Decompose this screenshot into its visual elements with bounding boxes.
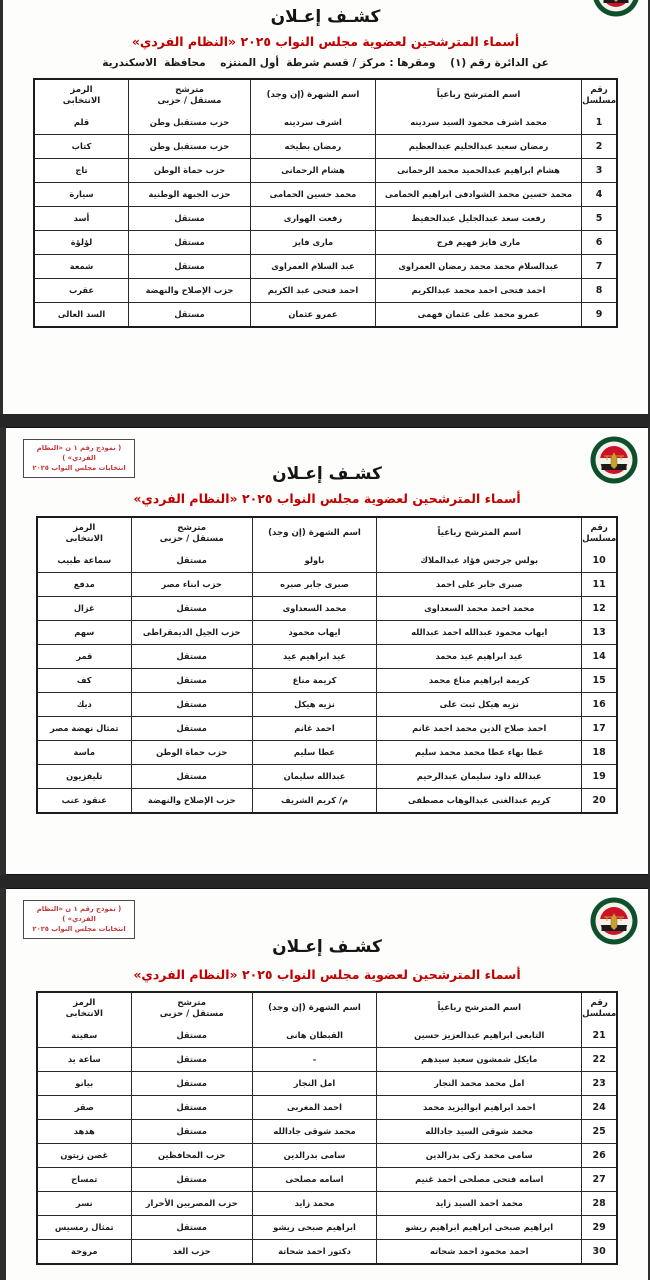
- cell-name: عمرو محمد على عثمان فهمى: [375, 303, 581, 326]
- col-header-nickname: اسم الشهرة (إن وجد): [252, 993, 376, 1024]
- cell-symbol: تليفزيون: [66, 771, 103, 782]
- cell-name: محمد اشرف محمود السيد سردينه: [375, 111, 581, 134]
- cell-party: مستقل: [131, 645, 252, 668]
- cell-nickname: محمد حسين الحمامى: [250, 183, 375, 206]
- cell-party: حزب حماة الوطن: [128, 159, 250, 182]
- table-row: [38, 1191, 616, 1215]
- cell-serial: 23: [581, 1072, 616, 1095]
- cell-symbol: تمساح: [71, 1174, 98, 1185]
- table-header-row: [35, 80, 616, 111]
- cell-nickname: صبرى جابر صبره: [252, 573, 376, 596]
- table-row: [38, 716, 616, 740]
- col-header-name: اسم المترشح رباعياً: [375, 80, 581, 111]
- cell-party: مستقل: [131, 1072, 252, 1095]
- col-header-symbol: الرمز الانتخابى: [62, 84, 101, 106]
- announcement-page-2: [6, 427, 648, 875]
- cell-name: التابعى ابراهيم عبدالعزيز حسين: [376, 1024, 581, 1047]
- cell-symbol: ماسة: [73, 747, 95, 758]
- cell-party: مستقل: [131, 549, 252, 572]
- cell-symbol: السد العالى: [57, 309, 106, 320]
- cell-symbol: مروحة: [71, 1246, 98, 1257]
- table-row: [38, 764, 616, 788]
- cell-name: عبدالسلام محمد محمد رمضان العمراوى: [375, 255, 581, 278]
- cell-party: حزب المحافظين: [131, 1144, 252, 1167]
- cell-nickname: باولو: [252, 549, 376, 572]
- cell-name: مايكل شمشون سعيد سيدهم: [376, 1048, 581, 1071]
- cell-symbol: بيانو: [75, 1078, 94, 1089]
- cell-party: مستقل: [128, 207, 250, 230]
- cell-serial: 20: [581, 789, 616, 812]
- page-title: كشـف إعـلان: [272, 937, 382, 957]
- cell-nickname: اشرف سردينه: [250, 111, 375, 134]
- cell-party: مستقل: [131, 765, 252, 788]
- col-header-party: مترشح مستقل / حزبى: [128, 80, 250, 111]
- table-row: [38, 1024, 616, 1047]
- cell-nickname: احمد فتحى عبد الكريم: [250, 279, 375, 302]
- cell-symbol: سفينة: [71, 1030, 98, 1041]
- cell-name: رفعت سعد عبدالجليل عبدالحفيظ: [375, 207, 581, 230]
- cell-nickname: عطا سليم: [252, 741, 376, 764]
- cell-serial: 1: [581, 111, 616, 134]
- announcement-page-3: [6, 888, 648, 1280]
- col-header-name: اسم المترشح رباعياً: [376, 993, 581, 1024]
- candidates-table: [33, 78, 618, 328]
- cell-name: عيد ابراهيم عيد محمد: [376, 645, 581, 668]
- page-title: كشـف إعـلان: [270, 7, 381, 27]
- cell-name: سامى محمد زكى بدرالدين: [376, 1144, 581, 1167]
- cell-name: ابراهيم صبحى ابراهيم ابراهيم ريشو: [376, 1216, 581, 1239]
- cell-nickname: احمد غانم: [252, 717, 376, 740]
- cell-nickname: رمضان بطيخه: [250, 135, 375, 158]
- cell-nickname: محمد شوقى جادالله: [252, 1120, 376, 1143]
- cell-party: مستقل: [131, 1216, 252, 1239]
- cell-nickname: رفعت الهوارى: [250, 207, 375, 230]
- col-header-nickname: اسم الشهرة (إن وجد): [252, 518, 376, 549]
- col-header-name: اسم المترشح رباعياً: [376, 518, 581, 549]
- cell-serial: 18: [581, 741, 616, 764]
- cell-symbol: تاج: [75, 165, 88, 176]
- col-header-nickname: اسم الشهرة (إن وجد): [250, 80, 375, 111]
- table-row: [38, 1239, 616, 1263]
- cell-name: عبدالله داود سليمان عبدالرحيم: [376, 765, 581, 788]
- cell-serial: 19: [581, 765, 616, 788]
- cell-nickname: دكتور احمد شحاتة: [252, 1240, 376, 1263]
- cell-nickname: عبدالله سليمان: [252, 765, 376, 788]
- cell-symbol: تمثال نهضة مصر: [50, 723, 119, 734]
- cell-serial: 5: [581, 207, 616, 230]
- cell-name: رمضان سعيد عبدالحليم عبدالعظيم: [375, 135, 581, 158]
- cell-nickname: كريمة مناع: [252, 669, 376, 692]
- cell-nickname: ايهاب محمود: [252, 621, 376, 644]
- cell-nickname: مارى فايز: [250, 231, 375, 254]
- col-header-symbol: الرمز الانتخابى: [65, 522, 103, 544]
- national-election-authority-emblem-icon: [590, 436, 638, 484]
- cell-serial: 30: [581, 1240, 616, 1263]
- cell-serial: 24: [581, 1096, 616, 1119]
- page-separator: [0, 414, 650, 427]
- cell-party: حزب مستقبل وطن: [128, 135, 250, 158]
- cell-serial: 15: [581, 669, 616, 692]
- cell-symbol: عنقود عنب: [61, 795, 107, 806]
- cell-serial: 16: [581, 693, 616, 716]
- cell-symbol: سيارة: [69, 189, 94, 200]
- cell-party: حزب الغد: [131, 1240, 252, 1263]
- table-row: [38, 740, 616, 764]
- cell-nickname: عبد السلام العمراوى: [250, 255, 375, 278]
- table-row: [38, 1047, 616, 1071]
- cell-name: مارى فايز فهيم فرج: [375, 231, 581, 254]
- table-row: [35, 111, 616, 134]
- form-number-line: ( نموذج رقم ١ ن «النظام الفردي» ): [36, 905, 122, 924]
- cell-party: مستقل: [131, 1120, 252, 1143]
- cell-serial: 22: [581, 1048, 616, 1071]
- cell-name: احمد صلاح الدين محمد احمد غانم: [376, 717, 581, 740]
- cell-symbol: نسر: [75, 1198, 93, 1209]
- cell-name: احمد ابراهيم ابواليزيد محمد: [376, 1096, 581, 1119]
- table-row: [38, 549, 616, 572]
- cell-party: مستقل: [131, 717, 252, 740]
- cell-party: حزب مستقبل وطن: [128, 111, 250, 134]
- cell-party: حزب الجيل الديمقراطى: [131, 621, 252, 644]
- table-row: [38, 1119, 616, 1143]
- cell-party: مستقل: [131, 669, 252, 692]
- cell-name: امل محمد محمد النجار: [376, 1072, 581, 1095]
- form-number-box: [23, 439, 135, 478]
- cell-party: حزب حماة الوطن: [131, 741, 252, 764]
- cell-name: نزيه هيكل ثبت على: [376, 693, 581, 716]
- cell-nickname: القبطان هانى: [252, 1024, 376, 1047]
- table-row: [38, 1095, 616, 1119]
- cell-name: صبرى جابر على احمد: [376, 573, 581, 596]
- cell-name: محمد حسين محمد الشوادفى ابراهيم الحمامى: [375, 183, 581, 206]
- table-row: [38, 788, 616, 812]
- col-header-symbol: الرمز الانتخابى: [65, 997, 103, 1019]
- cell-serial: 13: [581, 621, 616, 644]
- cell-party: حزب الجبهة الوطنية: [128, 183, 250, 206]
- table-row: [38, 668, 616, 692]
- cell-serial: 21: [581, 1024, 616, 1047]
- election-name-line: انتخابات مجلس النواب ٢٠٢٥: [32, 925, 126, 934]
- cell-party: حزب الإصلاح والنهضة: [131, 789, 252, 812]
- cell-symbol: مدفع: [73, 579, 95, 590]
- table-row: [38, 1215, 616, 1239]
- table-row: [35, 182, 616, 206]
- cell-name: احمد فتحى احمد محمد عبدالكريم: [375, 279, 581, 302]
- cell-nickname: محمد زايد: [252, 1192, 376, 1215]
- cell-nickname: عمرو عثمان: [250, 303, 375, 326]
- cell-serial: 6: [581, 231, 616, 254]
- cell-nickname: هشام الرحمانى: [250, 159, 375, 182]
- page-subtitle: أسماء المترشحين لعضوية مجلس النواب ٢٠٢٥ «النظام الفردي»: [133, 491, 521, 506]
- cell-symbol: قمر: [76, 651, 93, 662]
- cell-name: هشام ابراهيم عبدالحميد محمد الرحمانى: [375, 159, 581, 182]
- cell-symbol: لؤلؤة: [70, 237, 93, 248]
- district-line: عن الدائرة رقم (١) ومقرها : مركز / قسم شرطة أول المنتزه محافظة الاسكندرية: [102, 57, 549, 69]
- cell-symbol: عقرب: [68, 285, 95, 296]
- cell-name: بولس جرجس فؤاد عبدالملاك: [376, 549, 581, 572]
- cell-serial: 25: [581, 1120, 616, 1143]
- cell-symbol: أسد: [73, 213, 90, 224]
- cell-serial: 4: [581, 183, 616, 206]
- table-row: [38, 1071, 616, 1095]
- table-row: [35, 158, 616, 182]
- cell-nickname: عيد ابراهيم عيد: [252, 645, 376, 668]
- col-header-serial: رقم مسلسل: [581, 80, 616, 111]
- national-election-authority-emblem-icon: [590, 897, 638, 945]
- table-row: [38, 596, 616, 620]
- cell-symbol: ديك: [76, 699, 92, 710]
- cell-party: حزب الإصلاح والنهضة: [128, 279, 250, 302]
- cell-serial: 29: [581, 1216, 616, 1239]
- form-number-box: [23, 900, 135, 939]
- table-row: [35, 134, 616, 158]
- cell-nickname: امل النجار: [252, 1072, 376, 1095]
- cell-symbol: غزال: [73, 603, 95, 614]
- announcement-page-1: [3, 0, 648, 414]
- table-row: [35, 302, 616, 326]
- col-header-party: مترشح مستقل / حزبى: [131, 993, 252, 1024]
- cell-name: اسامه فتحى مصلحى احمد غنيم: [376, 1168, 581, 1191]
- cell-serial: 26: [581, 1144, 616, 1167]
- table-row: [38, 1167, 616, 1191]
- cell-symbol: صقر: [74, 1102, 94, 1113]
- cell-serial: 14: [581, 645, 616, 668]
- cell-serial: 3: [581, 159, 616, 182]
- col-header-serial: رقم مسلسل: [581, 518, 616, 549]
- cell-symbol: تمثال رمسيس: [54, 1222, 114, 1233]
- table-row: [35, 230, 616, 254]
- cell-party: مستقل: [128, 231, 250, 254]
- form-number-line: ( نموذج رقم ١ ن «النظام الفردي» ): [36, 444, 122, 463]
- cell-party: حزب ابناء مصر: [131, 573, 252, 596]
- cell-party: مستقل: [131, 693, 252, 716]
- cell-nickname: اسامه مصلحى: [252, 1168, 376, 1191]
- cell-party: مستقل: [131, 1024, 252, 1047]
- cell-symbol: هدهد: [73, 1126, 95, 1137]
- cell-name: محمد شوقى السيد جادالله: [376, 1120, 581, 1143]
- cell-serial: 9: [581, 303, 616, 326]
- page-subtitle: أسماء المترشحين لعضوية مجلس النواب ٢٠٢٥ «النظام الفردي»: [133, 967, 521, 982]
- cell-symbol: شمعة: [69, 261, 94, 272]
- cell-party: مستقل: [131, 1048, 252, 1071]
- cell-party: مستقل: [131, 1096, 252, 1119]
- cell-serial: 2: [581, 135, 616, 158]
- cell-name: احمد محمود احمد شحاته: [376, 1240, 581, 1263]
- table-row: [38, 1143, 616, 1167]
- national-election-authority-emblem-icon: [592, 0, 640, 17]
- candidates-table: [36, 991, 618, 1265]
- page-separator: [0, 875, 650, 888]
- cell-nickname: محمد السعداوى: [252, 597, 376, 620]
- table-row: [38, 692, 616, 716]
- cell-serial: 7: [581, 255, 616, 278]
- cell-name: ايهاب محمود عبدالله احمد عبدالله: [376, 621, 581, 644]
- cell-serial: 17: [581, 717, 616, 740]
- election-name-line: انتخابات مجلس النواب ٢٠٢٥: [32, 464, 126, 473]
- cell-symbol: ساعة يد: [67, 1054, 101, 1065]
- cell-serial: 28: [581, 1192, 616, 1215]
- cell-nickname: نزيه هيكل: [252, 693, 376, 716]
- cell-symbol: سماعة طبيب: [57, 555, 112, 566]
- cell-serial: 10: [581, 549, 616, 572]
- table-row: [35, 278, 616, 302]
- cell-name: كريم عبدالغنى عبدالوهاب مصطفى: [376, 789, 581, 812]
- col-header-serial: رقم مسلسل: [581, 993, 616, 1024]
- cell-symbol: كتاب: [71, 141, 92, 152]
- table-header-row: [38, 993, 616, 1024]
- cell-symbol: غصن زيتون: [60, 1150, 109, 1161]
- cell-nickname: م/ كريم الشريف: [252, 789, 376, 812]
- cell-nickname: ابراهيم صبحى ريشو: [252, 1216, 376, 1239]
- cell-serial: 27: [581, 1168, 616, 1191]
- candidates-table: [36, 516, 618, 814]
- cell-name: محمد احمد محمد السعداوى: [376, 597, 581, 620]
- cell-symbol: سهم: [74, 627, 95, 638]
- table-row: [35, 206, 616, 230]
- page-subtitle: أسماء المترشحين لعضوية مجلس النواب ٢٠٢٥ «النظام الفردي»: [131, 34, 520, 49]
- table-row: [38, 644, 616, 668]
- cell-name: محمد احمد السيد زايد: [376, 1192, 581, 1215]
- cell-nickname: احمد المغربى: [252, 1096, 376, 1119]
- cell-party: حزب المصريين الأحرار: [131, 1192, 252, 1215]
- cell-name: كريمة ابراهيم مناع محمد: [376, 669, 581, 692]
- table-row: [35, 254, 616, 278]
- cell-party: مستقل: [128, 255, 250, 278]
- col-header-party: مترشح مستقل / حزبى: [131, 518, 252, 549]
- cell-nickname: سامى بدرالدين: [252, 1144, 376, 1167]
- cell-nickname: -: [252, 1048, 376, 1071]
- table-row: [38, 620, 616, 644]
- cell-name: عطا بهاء عطا محمد محمد سليم: [376, 741, 581, 764]
- table-header-row: [38, 518, 616, 549]
- page-title: كشـف إعـلان: [272, 464, 382, 484]
- cell-party: مستقل: [131, 1168, 252, 1191]
- cell-symbol: قلم: [73, 117, 90, 128]
- table-row: [38, 572, 616, 596]
- cell-symbol: كف: [76, 675, 92, 686]
- cell-serial: 11: [581, 573, 616, 596]
- cell-party: مستقل: [128, 303, 250, 326]
- cell-serial: 12: [581, 597, 616, 620]
- cell-party: مستقل: [131, 597, 252, 620]
- cell-serial: 8: [581, 279, 616, 302]
